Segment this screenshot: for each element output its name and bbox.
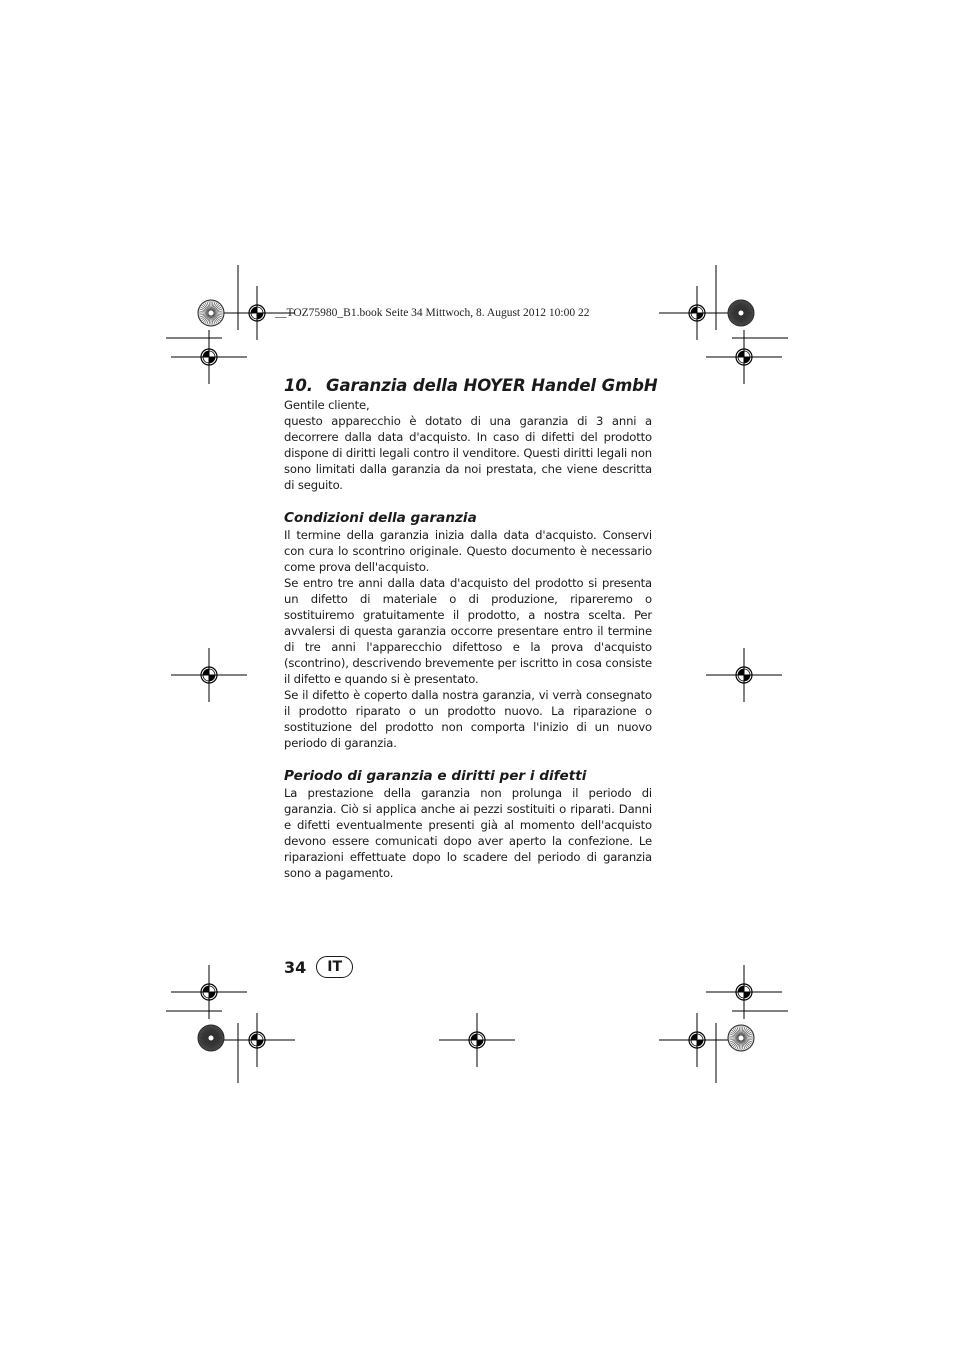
period-heading: Periodo di garanzia e diritti per i difetti bbox=[284, 768, 587, 784]
page-footer bbox=[284, 956, 353, 978]
registration-mark-icon bbox=[439, 1013, 515, 1067]
color-wheel-icon bbox=[198, 1025, 224, 1051]
section-heading bbox=[284, 376, 658, 395]
conditions-heading: Condizioni della garanzia bbox=[284, 510, 477, 526]
language-badge: IT bbox=[316, 956, 353, 978]
color-wheel-icon bbox=[198, 300, 224, 326]
registration-mark-icon bbox=[659, 286, 735, 340]
registration-mark-icon bbox=[706, 648, 782, 702]
conditions-paragraph-1: Il termine della garanzia inizia dalla data d'acquisto. Conservi con cura lo scontrino originale. Questo documento è necessario come prova dell'acquisto. bbox=[284, 528, 652, 574]
registration-mark-icon bbox=[659, 1013, 735, 1067]
conditions-section bbox=[284, 510, 652, 751]
page-content bbox=[284, 376, 658, 881]
color-wheel-icon bbox=[728, 1025, 754, 1051]
registration-mark-icon bbox=[171, 648, 247, 702]
period-section bbox=[284, 768, 652, 881]
intro-paragraph: questo apparecchio è dotato di una garanzia di 3 anni a decorrere dalla data d'acquisto. In caso di difetti del prodotto dispone di diritti legali contro il venditore. Questi diritti legali non sono limitati dalla garanzia da noi prestata, che viene descritta di seguito. bbox=[284, 414, 652, 492]
section-title: Garanzia della HOYER Handel GmbH bbox=[326, 376, 658, 395]
color-wheel-icon bbox=[728, 300, 754, 326]
conditions-paragraph-3: Se il difetto è coperto dalla nostra garanzia, vi verrà consegnato il prodotto riparato o un prodotto nuovo. La riparazione o sostituzione del prodotto non comporta l'inizio di un nuovo periodo di garanzia. bbox=[284, 688, 652, 750]
period-paragraph-1: La prestazione della garanzia non prolunga il periodo di garanzia. Ciò si applica anche ai pezzi sostituiti o riparati. Danni e difetti eventualmente presenti già al momento dell'acquisto devono essere comunicati dopo aver aperto la confezione. Le riparazioni effettuate dopo lo scadere del periodo di garanzia sono a pagamento. bbox=[284, 786, 652, 880]
print-header-info: __TOZ75980_B1.book Seite 34 Mittwoch, 8. August 2012 10:00 22 bbox=[275, 307, 590, 319]
registration-mark-icon bbox=[219, 1013, 295, 1067]
section-number: 10. bbox=[284, 376, 313, 395]
salutation: Gentile cliente, bbox=[284, 398, 370, 412]
conditions-paragraph-2: Se entro tre anni dalla data d'acquisto del prodotto si presenta un difetto di materiale o di produzione, ripareremo o sostituiremo gratuitamente il prodotto, a nostra scelta. Per avvalersi di questa garanzia occorre presentare entro il termine di tre anni l'apparecchio difettoso e la prova d'acquisto (scontrino), descrivendo brevemente per iscritto in cosa consiste il difetto e quando si è presentato. bbox=[284, 576, 652, 686]
page-number: 34 bbox=[284, 957, 307, 977]
